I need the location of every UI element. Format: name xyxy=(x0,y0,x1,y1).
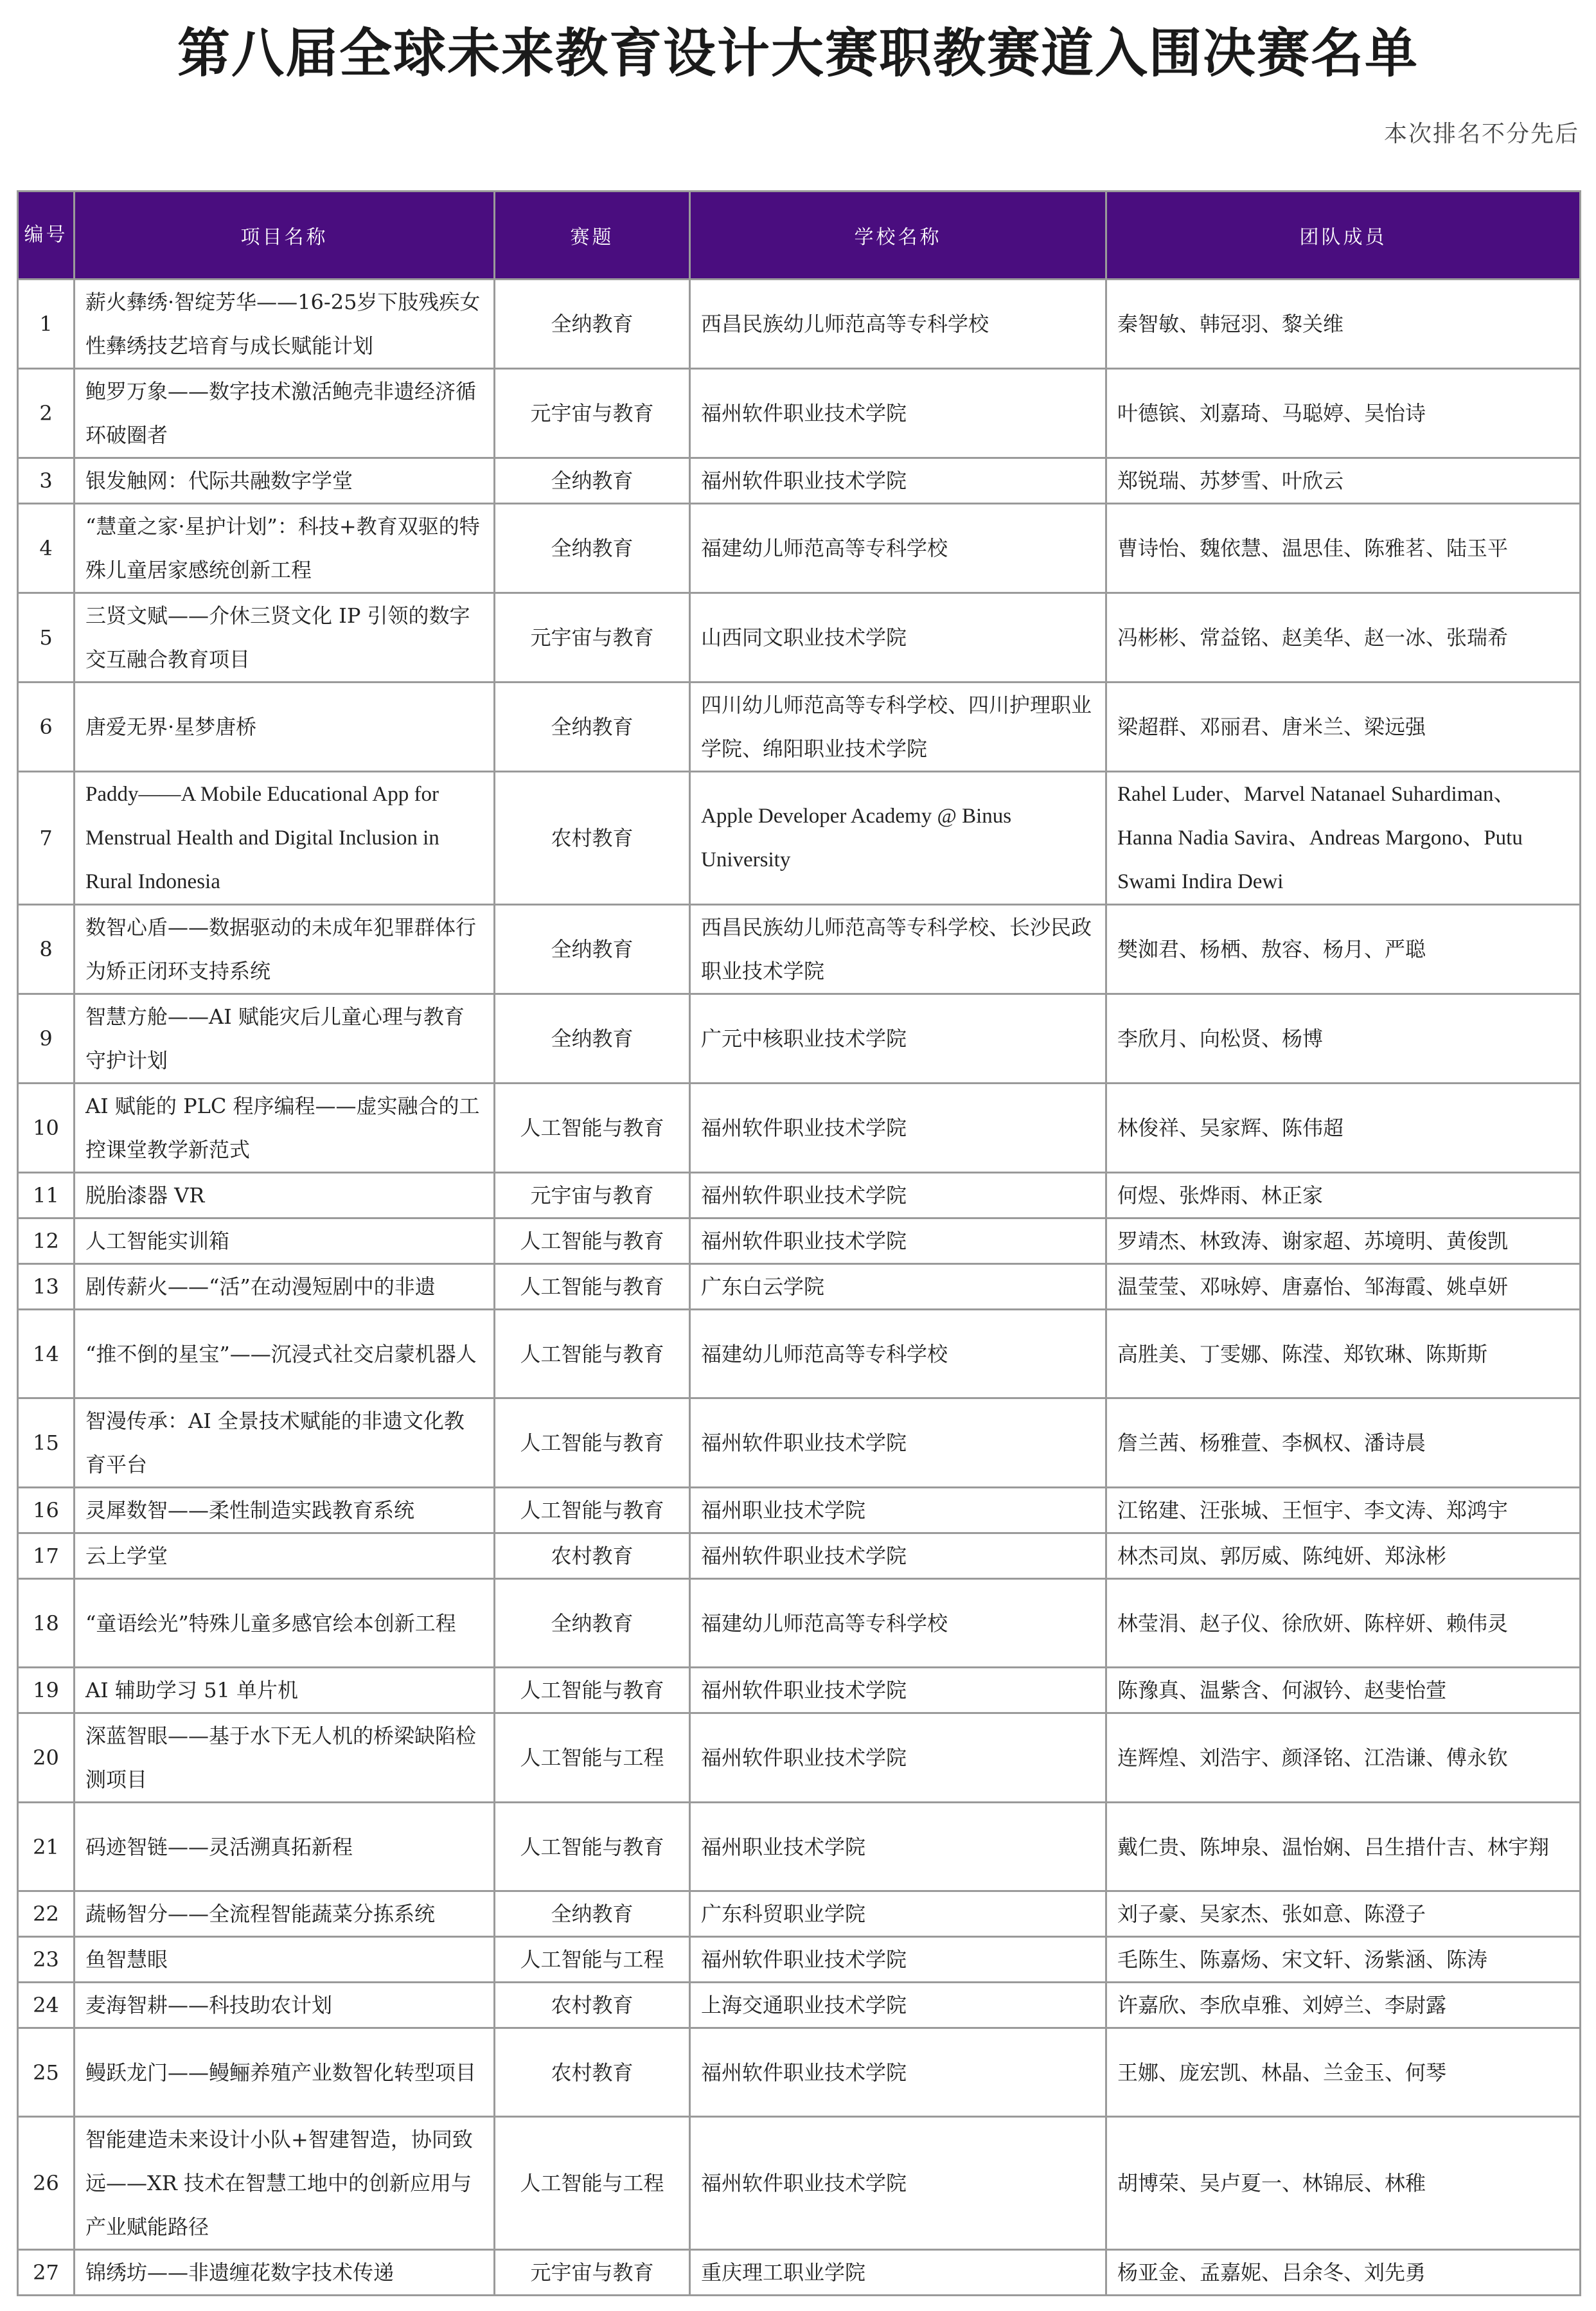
cell-team: 许嘉欣、李欣卓雅、刘婷兰、李尉露 xyxy=(1106,1983,1581,2028)
cell-school: 广东科贸职业学院 xyxy=(690,1891,1106,1937)
cell-project-name: 智漫传承：AI 全景技术赋能的非遗文化教育平台 xyxy=(75,1398,495,1488)
cell-project-name: 银发触网：代际共融数字学堂 xyxy=(75,458,495,504)
cell-no: 3 xyxy=(18,458,75,504)
cell-topic: 农村教育 xyxy=(495,772,690,905)
table-row xyxy=(18,2250,1581,2296)
cell-team: 郑锐瑞、苏梦雪、叶欣云 xyxy=(1106,458,1581,504)
cell-no: 14 xyxy=(18,1310,75,1398)
cell-no: 26 xyxy=(18,2117,75,2250)
cell-topic: 全纳教育 xyxy=(495,504,690,593)
cell-topic: 全纳教育 xyxy=(495,1891,690,1937)
cell-project-name: 脱胎漆器 VR xyxy=(75,1173,495,1218)
cell-project-name: 智能建造未来设计小队+智建智造，协同致远——XR 技术在智慧工地中的创新应用与产业赋能路径 xyxy=(75,2117,495,2250)
cell-no: 13 xyxy=(18,1264,75,1310)
header-project-name: 项目名称 xyxy=(75,192,495,280)
cell-project-name: 云上学堂 xyxy=(75,1533,495,1579)
table-row xyxy=(18,593,1581,683)
cell-no: 19 xyxy=(18,1668,75,1713)
cell-no: 1 xyxy=(18,280,75,369)
cell-project-name: “慧童之家·星护计划”：科技+教育双驱的特殊儿童居家感统创新工程 xyxy=(75,504,495,593)
cell-topic: 人工智能与教育 xyxy=(495,1803,690,1891)
cell-no: 18 xyxy=(18,1579,75,1668)
cell-team: 林杰司岚、郭厉威、陈纯妍、郑泳彬 xyxy=(1106,1533,1581,1579)
table-row xyxy=(18,458,1581,504)
cell-no: 2 xyxy=(18,369,75,458)
cell-topic: 全纳教育 xyxy=(495,458,690,504)
cell-project-name: 鱼智慧眼 xyxy=(75,1937,495,1983)
table-row xyxy=(18,683,1581,772)
cell-team: 詹兰茜、杨雅萱、李枫权、潘诗晨 xyxy=(1106,1398,1581,1488)
cell-team: Rahel Luder、Marvel Natanael Suhardiman、Hanna Nadia Savira、Andreas Margono、Putu Swami Indira Dewi xyxy=(1106,772,1581,905)
cell-school: 福州软件职业技术学院 xyxy=(690,1533,1106,1579)
cell-topic: 人工智能与教育 xyxy=(495,1084,690,1173)
cell-school: 广元中核职业技术学院 xyxy=(690,994,1106,1084)
table-row xyxy=(18,1803,1581,1891)
cell-topic: 全纳教育 xyxy=(495,280,690,369)
cell-school: 山西同文职业技术学院 xyxy=(690,593,1106,683)
cell-no: 5 xyxy=(18,593,75,683)
cell-team: 李欣月、向松贤、杨博 xyxy=(1106,994,1581,1084)
cell-no: 27 xyxy=(18,2250,75,2296)
cell-topic: 全纳教育 xyxy=(495,1579,690,1668)
table-row xyxy=(18,1218,1581,1264)
table-row xyxy=(18,280,1581,369)
cell-school: 四川幼儿师范高等专科学校、四川护理职业学院、绵阳职业技术学院 xyxy=(690,683,1106,772)
cell-topic: 人工智能与教育 xyxy=(495,1310,690,1398)
cell-topic: 元宇宙与教育 xyxy=(495,593,690,683)
cell-no: 8 xyxy=(18,905,75,994)
cell-team: 樊洳君、杨栖、敖容、杨月、严聪 xyxy=(1106,905,1581,994)
cell-no: 20 xyxy=(18,1713,75,1803)
table-row xyxy=(18,1264,1581,1310)
cell-project-name: 灵犀数智——柔性制造实践教育系统 xyxy=(75,1488,495,1533)
cell-school: Apple Developer Academy @ Binus University xyxy=(690,772,1106,905)
table-row xyxy=(18,1084,1581,1173)
cell-topic: 人工智能与教育 xyxy=(495,1398,690,1488)
cell-school: 广东白云学院 xyxy=(690,1264,1106,1310)
cell-school: 福州软件职业技术学院 xyxy=(690,1398,1106,1488)
cell-project-name: 深蓝智眼——基于水下无人机的桥梁缺陷检测项目 xyxy=(75,1713,495,1803)
table-row xyxy=(18,1668,1581,1713)
cell-project-name: 蔬畅智分——全流程智能蔬菜分拣系统 xyxy=(75,1891,495,1937)
table-row xyxy=(18,2028,1581,2117)
cell-project-name: 码迹智链——灵活溯真拓新程 xyxy=(75,1803,495,1891)
cell-project-name: Paddy——A Mobile Educational App for Menstrual Health and Digital Inclusion in Rural Indonesia xyxy=(75,772,495,905)
cell-topic: 农村教育 xyxy=(495,1533,690,1579)
cell-team: 戴仁贵、陈坤泉、温怡娴、吕生措什吉、林宇翔 xyxy=(1106,1803,1581,1891)
cell-school: 重庆理工职业学院 xyxy=(690,2250,1106,2296)
cell-no: 25 xyxy=(18,2028,75,2117)
cell-project-name: 剧传薪火——“活”在动漫短剧中的非遗 xyxy=(75,1264,495,1310)
cell-project-name: 人工智能实训箱 xyxy=(75,1218,495,1264)
cell-team: 林俊祥、吴家辉、陈伟超 xyxy=(1106,1084,1581,1173)
cell-topic: 农村教育 xyxy=(495,2028,690,2117)
table-row xyxy=(18,1533,1581,1579)
cell-school: 福州软件职业技术学院 xyxy=(690,458,1106,504)
cell-school: 福州软件职业技术学院 xyxy=(690,1084,1106,1173)
cell-no: 22 xyxy=(18,1891,75,1937)
cell-project-name: 鳗跃龙门——鳗鲡养殖产业数智化转型项目 xyxy=(75,2028,495,2117)
cell-school: 福建幼儿师范高等专科学校 xyxy=(690,1310,1106,1398)
cell-project-name: “童语绘光”特殊儿童多感官绘本创新工程 xyxy=(75,1579,495,1668)
cell-no: 12 xyxy=(18,1218,75,1264)
cell-no: 16 xyxy=(18,1488,75,1533)
cell-team: 冯彬彬、常益铭、赵美华、赵一冰、张瑞希 xyxy=(1106,593,1581,683)
cell-school: 福州软件职业技术学院 xyxy=(690,1668,1106,1713)
cell-team: 陈豫真、温紫含、何淑钤、赵斐怡萱 xyxy=(1106,1668,1581,1713)
cell-topic: 元宇宙与教育 xyxy=(495,369,690,458)
cell-school: 福州职业技术学院 xyxy=(690,1488,1106,1533)
cell-topic: 全纳教育 xyxy=(495,683,690,772)
cell-no: 17 xyxy=(18,1533,75,1579)
cell-school: 西昌民族幼儿师范高等专科学校 xyxy=(690,280,1106,369)
table-row xyxy=(18,369,1581,458)
page-title: 第八届全球未来教育设计大赛职教赛道入围决赛名单 xyxy=(177,22,1419,84)
table-row xyxy=(18,905,1581,994)
cell-no: 11 xyxy=(18,1173,75,1218)
cell-no: 21 xyxy=(18,1803,75,1891)
finalist-table xyxy=(17,190,1581,2296)
cell-team: 温莹莹、邓咏婷、唐嘉怡、邹海霞、姚卓妍 xyxy=(1106,1264,1581,1310)
cell-team: 高胜美、丁雯娜、陈滢、郑钦琳、陈斯斯 xyxy=(1106,1310,1581,1398)
cell-project-name: AI 辅助学习 51 单片机 xyxy=(75,1668,495,1713)
header-school: 学校名称 xyxy=(690,192,1106,280)
cell-school: 福州软件职业技术学院 xyxy=(690,2117,1106,2250)
table-row xyxy=(18,1891,1581,1937)
table-row xyxy=(18,1173,1581,1218)
cell-project-name: 数智心盾——数据驱动的未成年犯罪群体行为矫正闭环支持系统 xyxy=(75,905,495,994)
cell-no: 23 xyxy=(18,1937,75,1983)
cell-school: 福州软件职业技术学院 xyxy=(690,1173,1106,1218)
cell-team: 江铭建、汪张城、王恒宇、李文涛、郑鸿宇 xyxy=(1106,1488,1581,1533)
cell-topic: 人工智能与教育 xyxy=(495,1264,690,1310)
cell-project-name: 三贤文赋——介休三贤文化 IP 引领的数字交互融合教育项目 xyxy=(75,593,495,683)
cell-team: 罗靖杰、林致涛、谢家超、苏境明、黄俊凯 xyxy=(1106,1218,1581,1264)
header-team: 团队成员 xyxy=(1106,192,1581,280)
cell-project-name: 薪火彝绣·智绽芳华——16-25岁下肢残疾女性彝绣技艺培育与成长赋能计划 xyxy=(75,280,495,369)
cell-topic: 人工智能与教育 xyxy=(495,1488,690,1533)
header-topic: 赛题 xyxy=(495,192,690,280)
cell-team: 王娜、庞宏凯、林晶、兰金玉、何琴 xyxy=(1106,2028,1581,2117)
cell-project-name: 鲍罗万象——数字技术激活鲍壳非遗经济循环破圈者 xyxy=(75,369,495,458)
cell-topic: 元宇宙与教育 xyxy=(495,2250,690,2296)
cell-school: 福建幼儿师范高等专科学校 xyxy=(690,504,1106,593)
cell-team: 杨亚金、孟嘉妮、吕余冬、刘先勇 xyxy=(1106,2250,1581,2296)
cell-school: 西昌民族幼儿师范高等专科学校、长沙民政职业技术学院 xyxy=(690,905,1106,994)
ranking-note: 本次排名不分先后 xyxy=(1383,121,1579,147)
table-row xyxy=(18,2117,1581,2250)
header-no: 编号 xyxy=(18,192,75,280)
cell-project-name: 智慧方舱——AI 赋能灾后儿童心理与教育守护计划 xyxy=(75,994,495,1084)
cell-team: 曹诗怡、魏依慧、温思佳、陈雅茗、陆玉平 xyxy=(1106,504,1581,593)
table-row xyxy=(18,1398,1581,1488)
table-row xyxy=(18,1488,1581,1533)
cell-topic: 人工智能与工程 xyxy=(495,2117,690,2250)
cell-project-name: “推不倒的星宝”——沉浸式社交启蒙机器人 xyxy=(75,1310,495,1398)
cell-school: 福建幼儿师范高等专科学校 xyxy=(690,1579,1106,1668)
table-row xyxy=(18,1310,1581,1398)
cell-topic: 全纳教育 xyxy=(495,905,690,994)
table-row xyxy=(18,1713,1581,1803)
cell-school: 福州职业技术学院 xyxy=(690,1803,1106,1891)
cell-no: 4 xyxy=(18,504,75,593)
cell-topic: 人工智能与工程 xyxy=(495,1713,690,1803)
cell-no: 6 xyxy=(18,683,75,772)
cell-topic: 农村教育 xyxy=(495,1983,690,2028)
table-row xyxy=(18,504,1581,593)
cell-project-name: AI 赋能的 PLC 程序编程——虚实融合的工控课堂教学新范式 xyxy=(75,1084,495,1173)
cell-team: 刘子豪、吴家杰、张如意、陈澄子 xyxy=(1106,1891,1581,1937)
cell-project-name: 麦海智耕——科技助农计划 xyxy=(75,1983,495,2028)
cell-no: 9 xyxy=(18,994,75,1084)
cell-project-name: 锦绣坊——非遗缠花数字技术传递 xyxy=(75,2250,495,2296)
cell-team: 秦智敏、韩冠羽、黎关维 xyxy=(1106,280,1581,369)
cell-no: 7 xyxy=(18,772,75,905)
table-row xyxy=(18,994,1581,1084)
cell-school: 福州软件职业技术学院 xyxy=(690,369,1106,458)
cell-school: 上海交通职业技术学院 xyxy=(690,1983,1106,2028)
cell-no: 10 xyxy=(18,1084,75,1173)
table-row xyxy=(18,1937,1581,1983)
table-row xyxy=(18,1579,1581,1668)
cell-no: 15 xyxy=(18,1398,75,1488)
cell-school: 福州软件职业技术学院 xyxy=(690,1218,1106,1264)
cell-team: 胡博荣、吴卢夏一、林锦辰、林稚 xyxy=(1106,2117,1581,2250)
cell-team: 何煜、张烨雨、林正家 xyxy=(1106,1173,1581,1218)
cell-topic: 人工智能与教育 xyxy=(495,1218,690,1264)
cell-topic: 元宇宙与教育 xyxy=(495,1173,690,1218)
cell-team: 梁超群、邓丽君、唐米兰、梁远强 xyxy=(1106,683,1581,772)
table-header-row xyxy=(18,192,1581,280)
table-row xyxy=(18,1983,1581,2028)
cell-project-name: 唐爱无界·星梦唐桥 xyxy=(75,683,495,772)
cell-no: 24 xyxy=(18,1983,75,2028)
cell-team: 毛陈生、陈嘉炀、宋文轩、汤紫涵、陈涛 xyxy=(1106,1937,1581,1983)
cell-topic: 全纳教育 xyxy=(495,994,690,1084)
cell-team: 叶德镔、刘嘉琦、马聪婷、吴怡诗 xyxy=(1106,369,1581,458)
cell-school: 福州软件职业技术学院 xyxy=(690,1937,1106,1983)
table-row xyxy=(18,772,1581,905)
cell-team: 连辉煌、刘浩宇、颜泽铭、江浩谦、傅永钦 xyxy=(1106,1713,1581,1803)
cell-school: 福州软件职业技术学院 xyxy=(690,1713,1106,1803)
cell-school: 福州软件职业技术学院 xyxy=(690,2028,1106,2117)
cell-team: 林莹涓、赵子仪、徐欣妍、陈梓妍、赖伟灵 xyxy=(1106,1579,1581,1668)
cell-topic: 人工智能与教育 xyxy=(495,1668,690,1713)
cell-topic: 人工智能与工程 xyxy=(495,1937,690,1983)
